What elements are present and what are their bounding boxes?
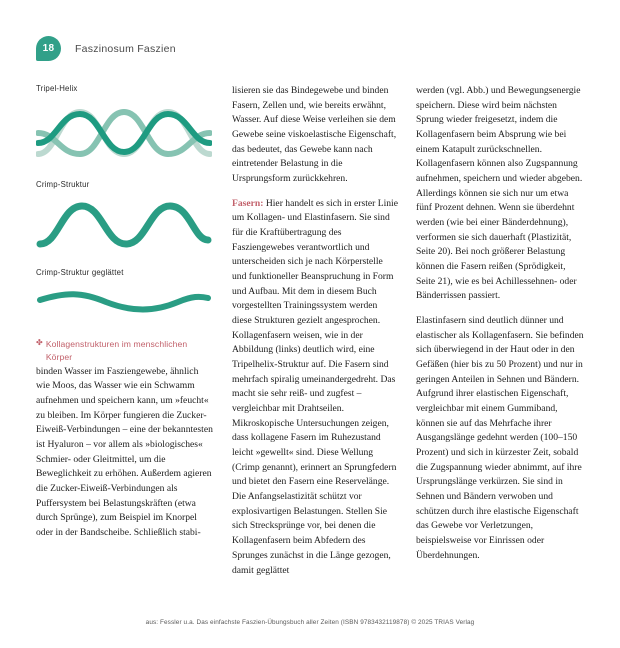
figure-caption xyxy=(36,338,214,365)
column-left xyxy=(36,84,214,578)
page-header xyxy=(36,36,176,61)
figure-label: Crimp-Struktur xyxy=(36,180,90,189)
left-column-text xyxy=(36,365,214,541)
column-middle xyxy=(232,84,398,578)
middle-column-text xyxy=(232,84,398,578)
paragraph: Elastinfasern sind deutlich dünner und elastischer als Kollagenfasern. Sie befinden sich überwiegend in der Haut oder in den Gefäßen (hier bis zu 50 Prozent) und nur in geringen Anteilen in Sehnen und Bändern. Aufgrund ihrer elastischen Eigenschaft, vergleichbar mit einem Gummiband, können sie auf das Mehrfache ihrer Ausgangslänge gedehnt werden (100–150 Prozent) und sich in kürzester Zeit, sobald die Zugspannung wieder abnimmt, auf ihre Ursprungslänge verkürzen. Sie sind in Sehnen und Bändern verwoben und schützen durch ihre elastische Eigenschaft das Gewebe vor Verletzungen, beispielsweise vor Einrissen oder Überdehnungen. xyxy=(416,315,584,561)
figure-crimp-struktur xyxy=(36,180,214,252)
flower-icon: ✤ xyxy=(36,338,43,347)
column-right xyxy=(416,84,584,578)
caption-text: Kollagenstrukturen im menschlichen Körper xyxy=(45,339,188,363)
paragraph: binden Wasser im Fasziengewebe, ähnlich wie Moos, das Wasser wie ein Schwamm aufnehmen und speichern kann, um »feucht« zu bleiben. Im Körper fungieren die Zucker-Eiweiß-Verbindungen – eine der bekanntesten ist Hyaluron – vor allem als »biologisches« Schmier- oder Gleitmittel, um die Beweglichkeit zu erhöhen. Außerdem agieren die Zucker-Eiweiß-Verbindungen als Puffersystem bei Belastungskräften (etwa durch Sprünge), zum Beispiel im Knorpel oder in der Bandscheibe. Schließlich stabi- xyxy=(36,365,213,539)
figure-tripel-helix xyxy=(36,84,214,164)
flattened-wave-illustration xyxy=(36,286,212,316)
lead-term-fasern: Fasern: xyxy=(232,197,264,209)
page-footer: aus: Fessler u.a. Das einfachste Faszien-Übungsbuch aller Zeiten (ISBN 9783432119878) © 2025 TRIAS Verlag xyxy=(145,619,475,626)
page-number-badge: 18 xyxy=(36,36,61,61)
figure-label: Crimp-Struktur geglättet xyxy=(36,268,124,277)
figure-label: Tripel-Helix xyxy=(36,84,78,93)
figure-crimp-struktur-geglaettet xyxy=(36,268,214,316)
page-columns xyxy=(36,84,584,578)
paragraph-body: Hier handelt es sich in erster Linie um Kollagen- und Elastinfasern. Sie sind für die Kraftübertragung des Fasziengewebes verantwortlich und unterscheiden sich je nach Körperstelle und funktioneller Beanspruchung in Form und Aufbau. Mit dem in diesem Buch vorgestellten Trainingssystem werden diese Strukturen gezielt angesprochen. Kollagenfasern weisen, wie in der Abbildung (links) deutlich wird, eine Tripelhelix-Struktur auf. Die Fasern sind mehrfach spiralig umeinandergedreht. Das macht sie sehr reiß- und zugfest – vergleichbar mit Drahtseilen. Mikroskopische Untersuchungen zeigen, dass kollagene Fasern im Ruhezustand leicht »gewellt« sind. Diese Wellung (Crimp genannt), erinnert an Sprungfedern und bietet den Fasern eine Reservelänge. Die Anfangselastizität schützt vor explosivartigen Belastungen. Stellen Sie sich Strecksprünge vor, bei denen die Kollagenfasern beim Abfedern des Sprunges zunächst in die Länge gezogen, damit geglättet xyxy=(232,197,398,576)
right-column-text xyxy=(416,84,584,564)
crimp-wave-illustration xyxy=(36,198,212,252)
paragraph: lisieren sie das Bindegewebe und binden Fasern, Zellen und, wie bereits erwähnt, Wasser. Auf diese Weise verleihen sie dem Gewebe seine viskoelastische Eigenschaft, das bedeutet, das Gewebe kann nach eintretender Belastung in die Ursprungsform zurückkehren. xyxy=(232,85,397,185)
paragraph-fasern xyxy=(232,197,398,578)
triple-helix-illustration xyxy=(36,102,212,164)
paragraph: werden (vgl. Abb.) und Bewegungsenergie speichern. Diese wird beim nächsten Sprung wieder freigesetzt, indem die Kollagenfasern beim Absprung wie bei einem Katapult zurückschnellen. Kollagenfasern können also Zugspannung aufnehmen, speichern und wieder abgeben. Allerdings können sie sich nur um etwa fünf Prozent dehnen. Wenn sie überdehnt werden (wie bei einer Bänderdehnung), verformen sie sich dauerhaft (Plastizität, Seite 20). Bei noch größerer Belastung können die Fasern reißen (Sprödigkeit, Seite 21), wie es bei Achillessehnen- oder Bänderrissen passiert. xyxy=(416,85,583,302)
page-title: Faszinosum Faszien xyxy=(75,42,176,55)
